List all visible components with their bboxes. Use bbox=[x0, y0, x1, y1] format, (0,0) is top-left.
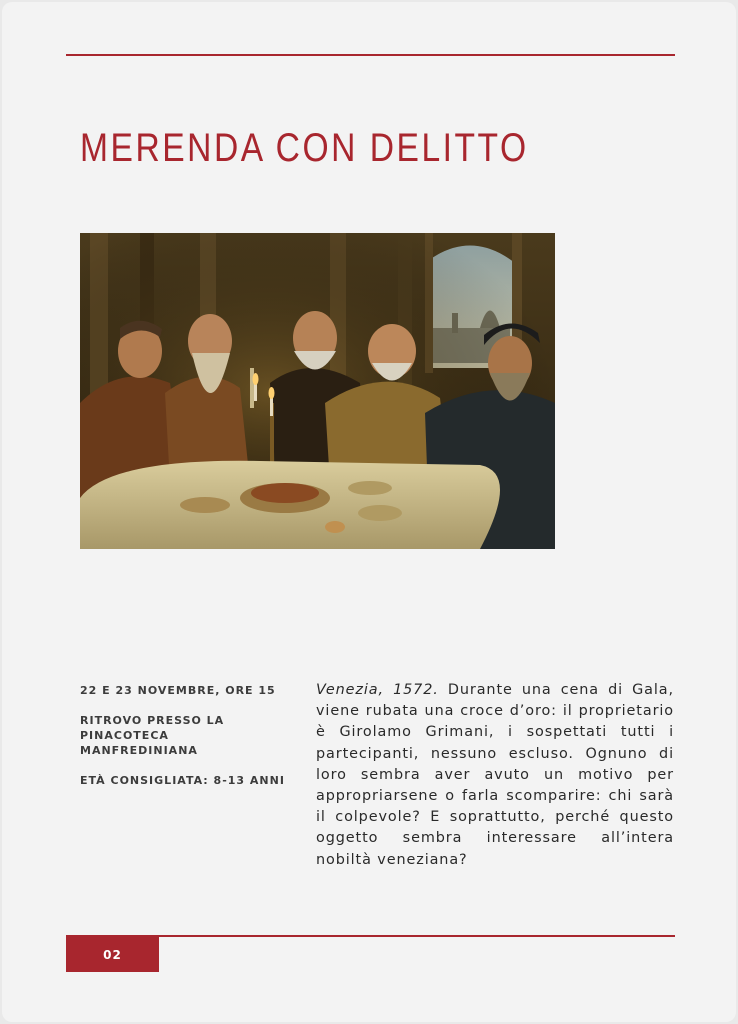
event-age: ETÀ CONSIGLIATA: 8-13 ANNI bbox=[80, 774, 285, 787]
event-date: 22 E 23 NOVEMBRE, ORE 15 bbox=[80, 684, 276, 697]
event-meeting-point: RITROVO PRESSO LA PINACOTECA MANFREDINIANA bbox=[80, 714, 225, 757]
page-title: MERENDA CON DELITTO bbox=[80, 126, 529, 170]
page bbox=[2, 2, 736, 1022]
venetian-banquet-painting bbox=[80, 233, 555, 549]
page-number: 02 bbox=[66, 937, 159, 972]
top-divider bbox=[66, 54, 675, 56]
event-details bbox=[80, 683, 300, 803]
event-description bbox=[316, 680, 674, 871]
description-text: Durante una cena di Gala, viene rubata una croce d’oro: il proprietario è Girolamo Grimani, i sospettati tutti i partecipanti, nessuno escluso. Ognuno di loro sembra aver avuto un motivo per appropriarsene o farla scomparire: chi sarà il colpevole? E soprattutto, perché questo oggetto sembra interessare all’intera nobiltà veneziana? bbox=[316, 682, 674, 868]
place-date: Venezia, 1572. bbox=[316, 682, 439, 698]
